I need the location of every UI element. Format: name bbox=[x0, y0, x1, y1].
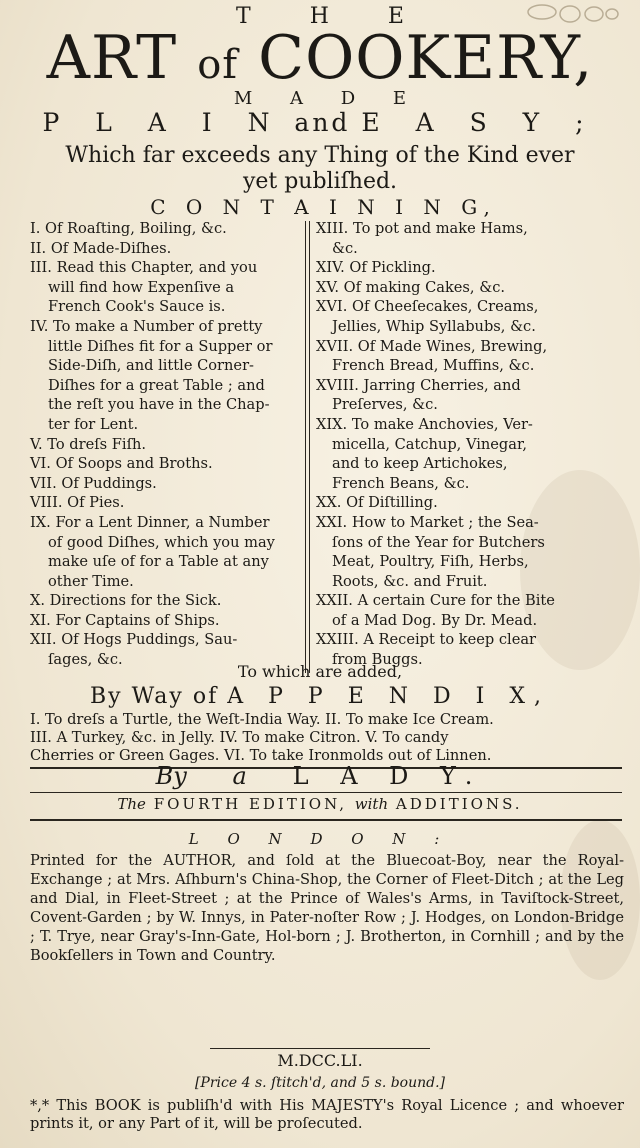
contents-item-text: Of Cheeſecakes, Creams, bbox=[351, 298, 539, 316]
contents-item-continuation: Diſhes for a great Table ; and bbox=[48, 376, 265, 394]
title-plain: P L A I N bbox=[42, 108, 284, 137]
contents-item-continuation: make uſe of for a Table at any bbox=[48, 553, 269, 571]
contents-item bbox=[316, 337, 618, 376]
contents-item-text: Of Hogs Puddings, Sau- bbox=[61, 631, 238, 649]
contents-item bbox=[30, 454, 300, 474]
contents-item bbox=[316, 258, 618, 278]
contents-item-number: XXIII. bbox=[316, 631, 359, 649]
edition-the: The bbox=[117, 795, 146, 813]
contents-item bbox=[316, 493, 618, 513]
contents-item-text: Of Puddings. bbox=[61, 474, 157, 492]
contents-item-first-line bbox=[30, 258, 300, 278]
contents-item-number: XIV. bbox=[316, 259, 345, 277]
contents-item-text: Of Made Wines, Brewing, bbox=[357, 337, 548, 355]
contents-item-number: VII. bbox=[30, 474, 57, 492]
contents-item-first-line bbox=[30, 454, 300, 474]
title-plain-easy bbox=[0, 108, 640, 137]
contents-item-text: Of Pickling. bbox=[349, 259, 436, 277]
divider-rule bbox=[30, 792, 622, 793]
edition-line bbox=[0, 795, 640, 813]
contents-item-first-line bbox=[30, 474, 300, 494]
contents-item-continuation: from Buggs. bbox=[332, 651, 423, 669]
contents-item-first-line bbox=[316, 258, 618, 278]
contents-item-number: VI. bbox=[30, 455, 51, 473]
contents-item-text: To dreſs Fiſh. bbox=[47, 435, 147, 453]
contents-item-number: II. bbox=[30, 239, 47, 257]
author-a: a bbox=[232, 762, 247, 790]
contents-item-number: X. bbox=[30, 592, 46, 610]
contents-item-text: How to Market ; the Sea- bbox=[351, 513, 539, 531]
edition-fourth: FOURTH EDITION, bbox=[153, 795, 348, 813]
contents-item-number: XV. bbox=[316, 278, 340, 296]
contents-item-continuation: French Beans, &c. bbox=[332, 474, 470, 492]
containing-heading: C O N T A I N I N G, bbox=[150, 195, 497, 219]
subtitle-which: Which far exceeds any Thing of the Kind ever bbox=[65, 143, 575, 168]
to-which-added: To which are added, bbox=[237, 662, 403, 681]
contents-item-first-line bbox=[316, 278, 618, 298]
contents-item-number: XIII. bbox=[316, 220, 349, 237]
title-art: ART bbox=[46, 23, 178, 93]
contents-item-text: Of making Cakes, &c. bbox=[343, 278, 506, 296]
contents-item-number: XII. bbox=[30, 631, 57, 649]
contents-item-text: Of Diſtilling. bbox=[346, 494, 438, 512]
contents-item-number: XVII. bbox=[316, 337, 354, 355]
contents-item-first-line bbox=[30, 219, 300, 239]
title-the: T H E bbox=[236, 4, 430, 29]
contents-item-continuation: the reſt you have in the Chap- bbox=[48, 396, 270, 414]
title-easy: E A S Y ; bbox=[361, 108, 598, 137]
contents-item-first-line bbox=[30, 630, 300, 650]
contents-item bbox=[30, 435, 300, 455]
author-by: By bbox=[155, 762, 187, 790]
contents-item-first-line bbox=[30, 493, 300, 513]
by-way-of: By Way of bbox=[90, 684, 219, 709]
contents-item bbox=[316, 219, 618, 258]
contents-item-number: XVIII. bbox=[316, 376, 359, 394]
column-divider bbox=[309, 221, 310, 673]
contents-item-first-line bbox=[30, 611, 300, 631]
contents-item-number: XXII. bbox=[316, 592, 353, 610]
contents-item-number: V. bbox=[30, 435, 43, 453]
contents-item bbox=[316, 376, 618, 415]
contents-item bbox=[30, 219, 300, 239]
appendix-line: Cherries or Green Gages. VI. To take Ironmolds out of Linnen. bbox=[30, 747, 492, 764]
contents-item-number: XI. bbox=[30, 611, 51, 629]
contents-item-continuation: Jellies, Whip Syllabubs, &c. bbox=[332, 317, 536, 335]
contents-item-continuation: ſons of the Year for Butchers bbox=[332, 533, 545, 551]
contents-item-text: A Receipt to keep clear bbox=[363, 631, 537, 649]
contents-item-first-line bbox=[316, 591, 618, 611]
contents-item-text: A certain Cure for the Bite bbox=[357, 592, 555, 610]
contents-item-continuation: ter for Lent. bbox=[48, 415, 139, 433]
contents-item-first-line bbox=[30, 317, 300, 337]
contents-item-continuation: of a Mad Dog. By Dr. Mead. bbox=[332, 611, 538, 629]
contents-item-text: Read this Chapter, and you bbox=[56, 259, 258, 277]
contents-item-continuation: Preſerves, &c. bbox=[332, 396, 438, 414]
column-divider bbox=[305, 221, 306, 673]
contents-item-continuation: Meat, Poultry, Fiſh, Herbs, bbox=[332, 553, 529, 571]
contents-item-first-line bbox=[316, 630, 618, 650]
contents-item-number: I. bbox=[30, 220, 41, 237]
contents-item-first-line bbox=[316, 415, 618, 435]
by-way-of-appendix bbox=[0, 684, 640, 709]
contents-item-text: Directions for the Sick. bbox=[49, 592, 222, 610]
contents-item bbox=[30, 493, 300, 513]
contents-item-text: Of Roaſting, Boiling, &c. bbox=[45, 220, 227, 237]
contents-item-first-line bbox=[316, 376, 618, 396]
contents-item-continuation: will find how Expenſive a bbox=[48, 278, 235, 296]
appendix-line: III. A Turkey, &c. in Jelly. IV. To make Citron. V. To candy bbox=[30, 729, 449, 746]
appendix-list bbox=[30, 711, 624, 765]
contents-item-text: Of Pies. bbox=[67, 494, 125, 512]
contents-item bbox=[30, 258, 300, 317]
contents-item-continuation: and to keep Artichokes, bbox=[332, 455, 508, 473]
subtitle-yet: yet publiſhed. bbox=[242, 169, 398, 194]
contents-item-first-line bbox=[316, 337, 618, 357]
contents-item-first-line bbox=[30, 513, 300, 533]
contents-item-continuation: little Diſhes fit for a Supper or bbox=[48, 337, 273, 355]
contents-item-number: IX. bbox=[30, 513, 51, 531]
contents-item bbox=[316, 591, 618, 630]
contents-item-number: XX. bbox=[316, 494, 342, 512]
contents-item-continuation: French Cook's Sauce is. bbox=[48, 298, 226, 316]
title-cookery: COOKERY, bbox=[258, 23, 594, 93]
contents-left-column bbox=[30, 219, 300, 670]
contents-item-text: For Captains of Ships. bbox=[55, 611, 220, 629]
contents-item-continuation: micella, Catchup, Vinegar, bbox=[332, 435, 527, 453]
contents-item-text: Of Soops and Broths. bbox=[55, 455, 213, 473]
contents-item-number: IV. bbox=[30, 317, 49, 335]
contents-item-continuation: Roots, &c. and Fruit. bbox=[332, 572, 488, 590]
appendix-line: I. To dreſs a Turtle, the Weſt-India Way. II. To make Ice Cream. bbox=[30, 711, 494, 728]
contents-item-text: To pot and make Hams, bbox=[352, 220, 528, 237]
edition-additions: ADDITIONS. bbox=[395, 795, 523, 813]
divider-rule bbox=[30, 819, 622, 821]
contents-item bbox=[316, 278, 618, 298]
edition-with: with bbox=[354, 795, 389, 813]
contents-item-continuation: ſages, &c. bbox=[48, 651, 123, 669]
contents-item bbox=[30, 513, 300, 591]
contents-item bbox=[30, 317, 300, 435]
contents-right-column bbox=[316, 219, 618, 670]
contents-item bbox=[316, 297, 618, 336]
contents-item-text: Jarring Cherries, and bbox=[363, 376, 521, 394]
imprint-date: M.DCC.LI. bbox=[277, 1051, 363, 1070]
contents-item-text: Of Made-Diſhes. bbox=[50, 239, 172, 257]
contents-item-continuation: other Time. bbox=[48, 572, 134, 590]
imprint-price: [Price 4 s. ſtitch'd, and 5 s. bound.] bbox=[194, 1075, 446, 1091]
contents-item-first-line bbox=[316, 297, 618, 317]
title-and: and bbox=[294, 108, 351, 137]
contents-item bbox=[316, 513, 618, 591]
contents-item-text: To make Anchovies, Ver- bbox=[351, 415, 533, 433]
title-made: M A D E bbox=[233, 88, 423, 109]
contents-item-first-line bbox=[316, 493, 618, 513]
contents-item bbox=[30, 611, 300, 631]
appendix-word: A P P E N D I X, bbox=[227, 684, 550, 709]
contents-item-number: XIX. bbox=[316, 415, 348, 433]
contents-item-number: XXI. bbox=[316, 513, 348, 531]
contents-item-text: To make a Number of pretty bbox=[53, 317, 263, 335]
contents-item-first-line bbox=[316, 219, 618, 239]
imprint-london: L O N D O N : bbox=[188, 830, 452, 848]
contents-item-number: VIII. bbox=[30, 494, 63, 512]
author-lady: L A D Y. bbox=[292, 762, 485, 790]
contents-item bbox=[30, 474, 300, 494]
contents-item-first-line bbox=[316, 513, 618, 533]
contents-item-continuation: Side-Diſh, and little Corner- bbox=[48, 357, 254, 375]
contents-item-first-line bbox=[30, 239, 300, 259]
contents-item-continuation: &c. bbox=[332, 239, 358, 257]
contents-item-number: III. bbox=[30, 259, 52, 277]
contents-item bbox=[30, 591, 300, 611]
contents-item-first-line bbox=[30, 435, 300, 455]
contents-item-continuation: French Bread, Muffins, &c. bbox=[332, 357, 535, 375]
contents-item bbox=[316, 415, 618, 493]
royal-licence: *,* This BOOK is publiſh'd with His MAJESTY's Royal Licence ; and whoever prints it, or any Part of it, will be proſecuted. bbox=[30, 1097, 624, 1132]
contents-item-first-line bbox=[30, 591, 300, 611]
title-of: of bbox=[197, 42, 239, 88]
contents-item-continuation: of good Diſhes, which you may bbox=[48, 533, 275, 551]
contents-item bbox=[30, 239, 300, 259]
contents-item-text: For a Lent Dinner, a Number bbox=[55, 513, 270, 531]
title-main bbox=[0, 23, 640, 97]
author-line bbox=[0, 762, 640, 790]
divider-rule bbox=[210, 1048, 430, 1049]
imprint-printed-for: Printed for the AUTHOR, and ſold at the Bluecoat-Boy, near the Royal-Exchange ; at Mrs. Aſhburn's China-Shop, the Corner of Fleet-Ditch ; at the Leg and Dial, in Fleet-Street ; at the Prince of Wales's Arms, in Taviſtock-Street, Covent-Garden ; by W. Innys, in Pater-noſter Row ; J. Hodges, on London-Bridge ; T. Trye, near Gray's-Inn-Gate, Hol-born ; J. Brotherton, in Cornhill ; and by the Bookſellers in Town and Country. bbox=[30, 852, 624, 964]
contents-item-number: XVI. bbox=[316, 298, 348, 316]
